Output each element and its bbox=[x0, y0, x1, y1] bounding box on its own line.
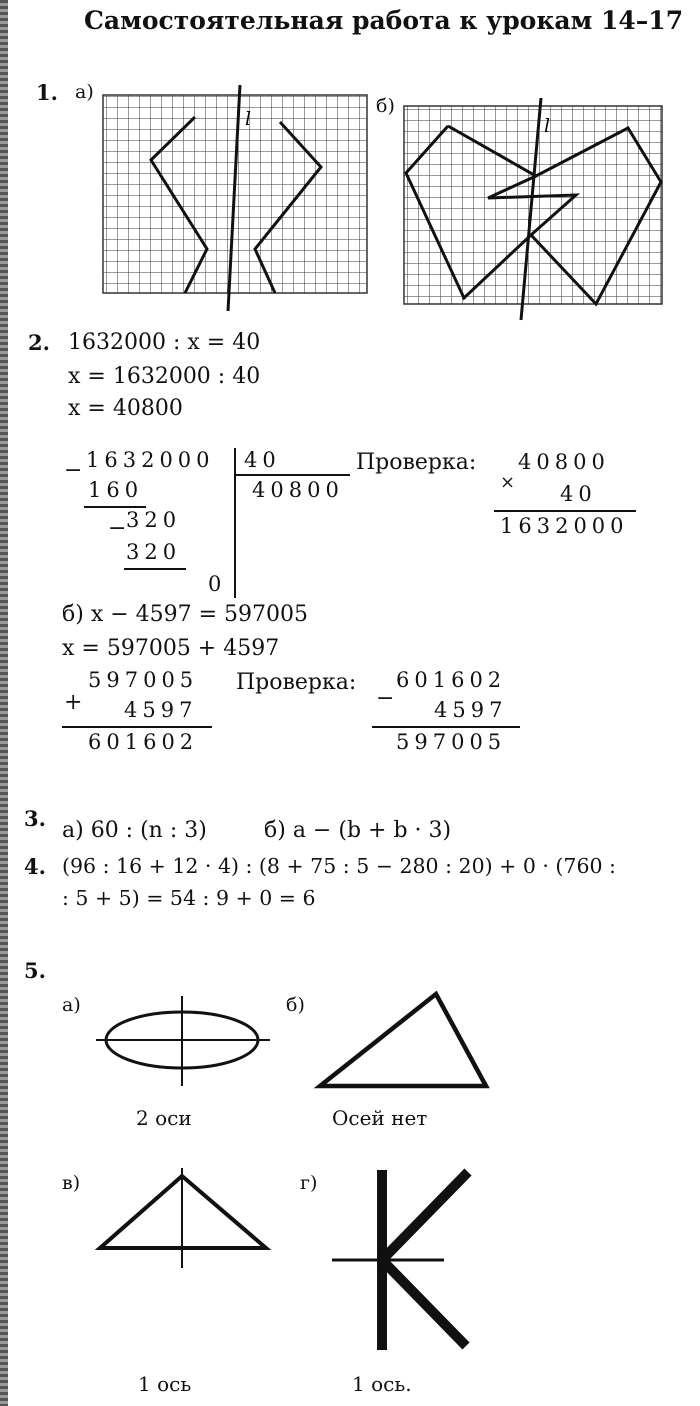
caption-g: 1 ось. bbox=[352, 1372, 412, 1396]
task5-label-b: б) bbox=[286, 994, 305, 1016]
task1-label-b: б) bbox=[376, 95, 395, 117]
add-b: 4597 bbox=[124, 698, 198, 722]
check-label-1: Проверка: bbox=[356, 450, 477, 475]
caption-b: Осей нет bbox=[332, 1106, 428, 1130]
division-divisor-line bbox=[236, 474, 350, 476]
check-label-2: Проверка: bbox=[236, 670, 357, 695]
task4-number: 4. bbox=[24, 854, 46, 879]
sub-op: − bbox=[376, 686, 395, 711]
division-minus-2: − bbox=[108, 516, 127, 541]
caption-a: 2 оси bbox=[136, 1106, 192, 1130]
division-step3: 320 bbox=[126, 540, 182, 564]
division-step1: 160 bbox=[88, 478, 144, 502]
task2-eq1: 1632000 : x = 40 bbox=[68, 330, 261, 355]
task2-eq3: x = 40800 bbox=[68, 396, 183, 421]
division-quotient: 40800 bbox=[252, 478, 344, 502]
add-line bbox=[62, 726, 212, 728]
division-vertical-bar bbox=[234, 448, 236, 598]
task3-number: 3. bbox=[24, 806, 46, 831]
division-divisor: 40 bbox=[244, 448, 281, 472]
caption-v: 1 ось bbox=[138, 1372, 192, 1396]
task5-label-a: а) bbox=[62, 994, 81, 1016]
task2b-eq1: б) x − 4597 = 597005 bbox=[62, 602, 309, 627]
task1-number: 1. bbox=[36, 80, 58, 105]
task1-grid-b bbox=[396, 98, 676, 323]
axis-label: l bbox=[245, 108, 252, 130]
check-mult-a: 40800 bbox=[518, 450, 610, 474]
task4-line2: : 5 + 5) = 54 : 9 + 0 = 6 bbox=[62, 886, 316, 910]
ellipse-figure bbox=[90, 990, 280, 1090]
task5-label-v: в) bbox=[62, 1172, 81, 1194]
division-line-2 bbox=[124, 568, 186, 570]
task4-line1: (96 : 16 + 12 · 4) : (8 + 75 : 5 − 280 : 20) + 0 · (760 : bbox=[62, 854, 616, 878]
task1-label-a: а) bbox=[75, 81, 94, 103]
page-edge bbox=[0, 0, 8, 1406]
task3-b: б) a − (b + b · 3) bbox=[264, 818, 452, 843]
sub-a: 601602 bbox=[396, 668, 507, 692]
check-mult-b: 40 bbox=[560, 482, 597, 506]
check-mult-result: 1632000 bbox=[500, 514, 629, 538]
division-remainder: 0 bbox=[208, 572, 227, 596]
sub-b: 4597 bbox=[434, 698, 508, 722]
check-mult-line bbox=[494, 510, 636, 512]
triangle-scalene-figure bbox=[310, 986, 500, 1096]
triangle-isosceles-figure bbox=[94, 1164, 274, 1274]
task2-eq2: x = 1632000 : 40 bbox=[68, 364, 261, 389]
sub-line bbox=[372, 726, 520, 728]
add-result: 601602 bbox=[88, 730, 199, 754]
axis-label: l bbox=[544, 115, 551, 137]
letter-k-figure bbox=[326, 1164, 486, 1354]
task2-number: 2. bbox=[28, 330, 50, 355]
add-a: 597005 bbox=[88, 668, 199, 692]
division-step2: 320 bbox=[126, 508, 182, 532]
page-title: Самостоятельная работа к урокам 14–17 bbox=[84, 6, 684, 35]
task5-label-g: г) bbox=[300, 1172, 318, 1194]
task5-number: 5. bbox=[24, 958, 46, 983]
check-mult-op: × bbox=[500, 472, 516, 493]
sub-result: 597005 bbox=[396, 730, 507, 754]
add-op: + bbox=[64, 690, 83, 715]
task1-grid-a bbox=[95, 85, 385, 315]
division-minus-1: − bbox=[64, 458, 83, 483]
division-dividend: 1632000 bbox=[86, 448, 215, 472]
task2b-eq2: x = 597005 + 4597 bbox=[62, 636, 280, 661]
task3-a: а) 60 : (n : 3) bbox=[62, 818, 207, 843]
